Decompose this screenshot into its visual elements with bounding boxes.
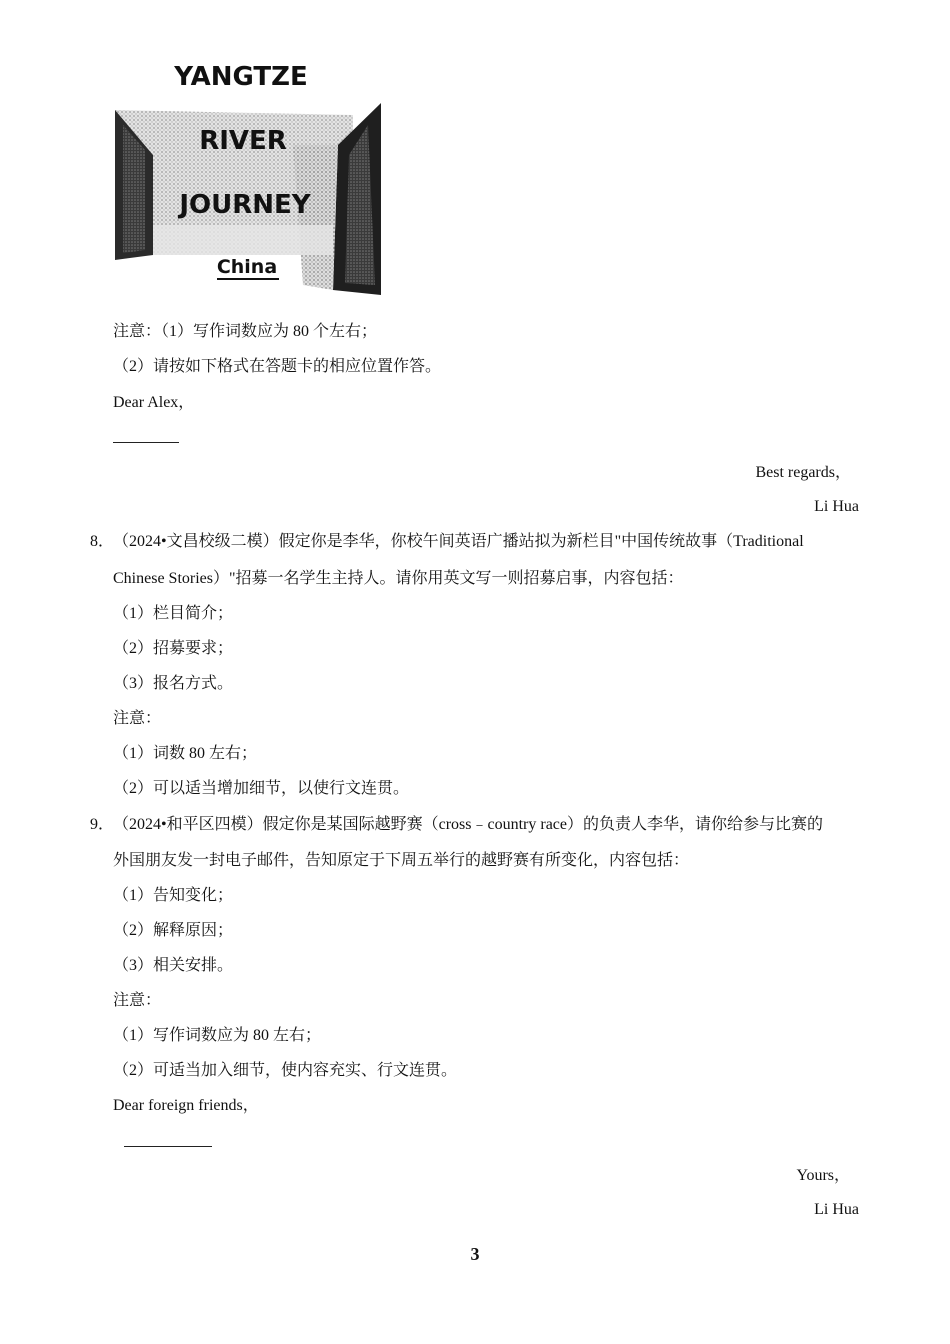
poster-title-line2: RIVER <box>199 126 287 156</box>
q9-item-1: （1）告知变化； <box>113 887 234 904</box>
q9-closing: Yours， <box>796 1167 850 1184</box>
q8-note-2: （2）可以适当增加细节，以使行文连贯。 <box>113 780 410 797</box>
poster-title-line1: YANGTZE <box>174 62 308 92</box>
q9-prompt-line2: 外国朋友发一封电子邮件，告知原定于下周五举行的越野赛有所变化，内容包括： <box>113 852 690 869</box>
q8-item-2: （2）招募要求； <box>113 640 234 657</box>
poster-title-line3: JOURNEY <box>179 190 311 220</box>
q8-item-1: （1）栏目简介； <box>113 605 234 622</box>
q9-answer-blank <box>124 1146 212 1147</box>
q9-note-1: （1）写作词数应为 80 左右； <box>113 1027 322 1044</box>
q9-note-title: 注意： <box>113 992 162 1009</box>
q7-signature: Li Hua <box>814 498 859 515</box>
q7-answer-blank <box>113 442 179 443</box>
q8-prompt-line1: （2024•文昌校级二模）假定你是李华，你校午间英语广播站拟为新栏目"中国传统故事（Traditional <box>113 533 804 550</box>
q8-item-3: （3）报名方式。 <box>113 675 234 692</box>
poster-subtitle: China <box>216 256 278 278</box>
q8-note-title: 注意： <box>113 710 162 727</box>
q8-note-1: （1）词数 80 左右； <box>113 745 258 762</box>
q7-note-1: 注意：（1）写作词数应为 80 个左右； <box>113 323 378 340</box>
page-number: 3 <box>470 1244 480 1264</box>
q8-number: 8． <box>90 533 115 550</box>
q7-salutation: Dear Alex， <box>113 394 195 411</box>
q9-note-2: （2）可适当加入细节，使内容充实、行文连贯。 <box>113 1062 458 1079</box>
q7-closing: Best regards， <box>755 464 851 481</box>
q8-prompt-line2: Chinese Stories）"招募一名学生主持人。请你用英文写一则招募启事，内容包括： <box>113 570 684 587</box>
q9-signature: Li Hua <box>814 1201 859 1218</box>
q9-prompt-line1: （2024•和平区四模）假定你是某国际越野赛（cross﹣country race）的负责人李华，请你给参与比赛的 <box>113 816 823 833</box>
q9-number: 9． <box>90 816 115 833</box>
q9-item-2: （2）解释原因； <box>113 922 234 939</box>
q9-salutation: Dear foreign friends， <box>113 1097 259 1114</box>
yangtze-river-journey-poster <box>113 55 385 303</box>
q9-item-3: （3）相关安排。 <box>113 957 234 974</box>
q7-note-2: （2）请按如下格式在答题卡的相应位置作答。 <box>113 358 442 375</box>
